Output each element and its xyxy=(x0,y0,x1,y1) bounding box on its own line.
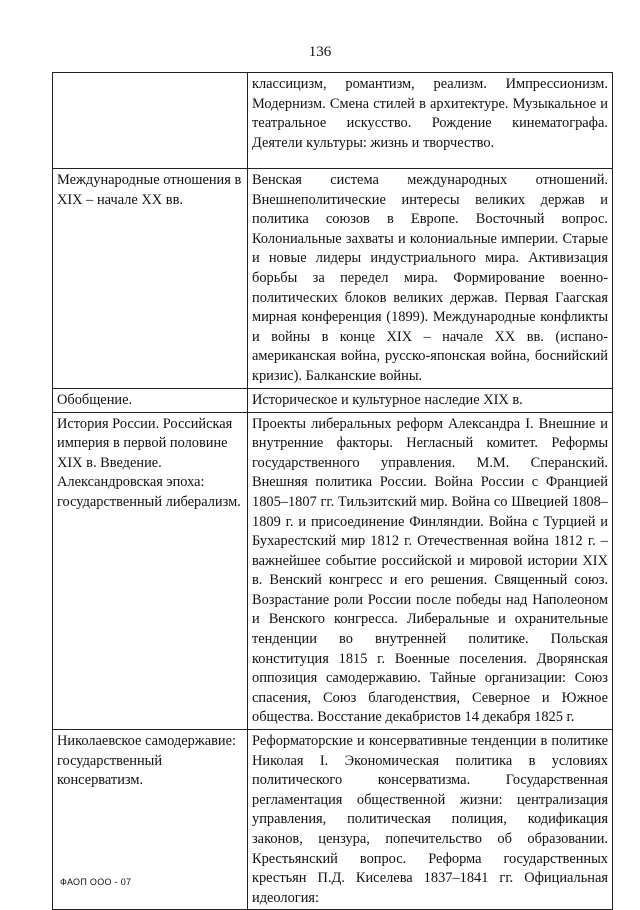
content-cell: Реформаторские и консервативные тенденции в политике Николая I. Экономическая политика в условиях политического консерватизма. Государственная регламентация общественной жизни: централизация управления, политическая полиция, кодификация законов, цензура, попечительство об образовании. Крестьянский вопрос. Реформа государственных крестьян П.Д. Киселева 1837–1841 гг. Официальная идеология: xyxy=(248,730,613,910)
content-cell: Проекты либеральных реформ Александра I. Внешние и внутренние факторы. Негласный комитет. Реформы государственного управления. М.М. Сперанский. Внешняя политика России. Война России с Францией 1805–1807 гг. Тильзитский мир. Война со Швецией 1808–1809 г. и присоединение Финляндии. Война с Турцией и Бухарестский мир 1812 г. Отечественная война 1812 г. – важнейшее событие российской и мировой истории XIX в. Венский конгресс и его решения. Священный союз. Возрастание роли России после победы над Наполеоном и Венского конгресса. Либеральные и охранительные тенденции во внутренней политике. Польская конституция 1815 г. Военные поселения. Дворянская оппозиция самодержавию. Тайные организации: Союз спасения, Союз благоденствия, Северное и Южное общества. Восстание декабристов 14 декабря 1825 г. xyxy=(248,412,613,730)
content-cell: классицизм, романтизм, реализм. Импрессионизм. Модернизм. Смена стилей в архитектуре. Музыкальное и театральное искусство. Рождение кинематографа. Деятели культуры: жизнь и творчество. xyxy=(248,73,613,169)
table-row xyxy=(53,169,613,389)
content-cell: Венская система международных отношений. Внешнеполитические интересы великих держав и политика союзов в Европе. Восточный вопрос. Колониальные захваты и колониальные империи. Старые и новые лидеры индустриального мира. Активизация борьбы за передел мира. Формирование военно-политических блоков великих держав. Первая Гаагская мирная конференция (1899). Международные конфликты и войны в конце XIX – начале XX вв. (испано-американская война, русско-японская война, боснийский кризис). Балканские войны. xyxy=(248,169,613,389)
topic-cell: Обобщение. xyxy=(53,388,248,412)
topic-cell: Николаевское самодержавие: государственный консерватизм. xyxy=(53,730,248,910)
curriculum-table xyxy=(52,72,613,910)
content-cell: Историческое и культурное наследие XIX в. xyxy=(248,388,613,412)
topic-cell: Международные отношения в XIX – начале XX вв. xyxy=(53,169,248,389)
table-row xyxy=(53,388,613,412)
table-row xyxy=(53,730,613,910)
page-number: 136 xyxy=(308,44,332,60)
footer-code: ФАОП ООО - 07 xyxy=(60,877,132,887)
table-row xyxy=(53,412,613,730)
table-row xyxy=(53,73,613,169)
topic-cell xyxy=(53,73,248,169)
topic-cell: История России. Российская империя в первой половине XIX в. Введение. Александровская эпоха: государственный либерализм. xyxy=(53,412,248,730)
